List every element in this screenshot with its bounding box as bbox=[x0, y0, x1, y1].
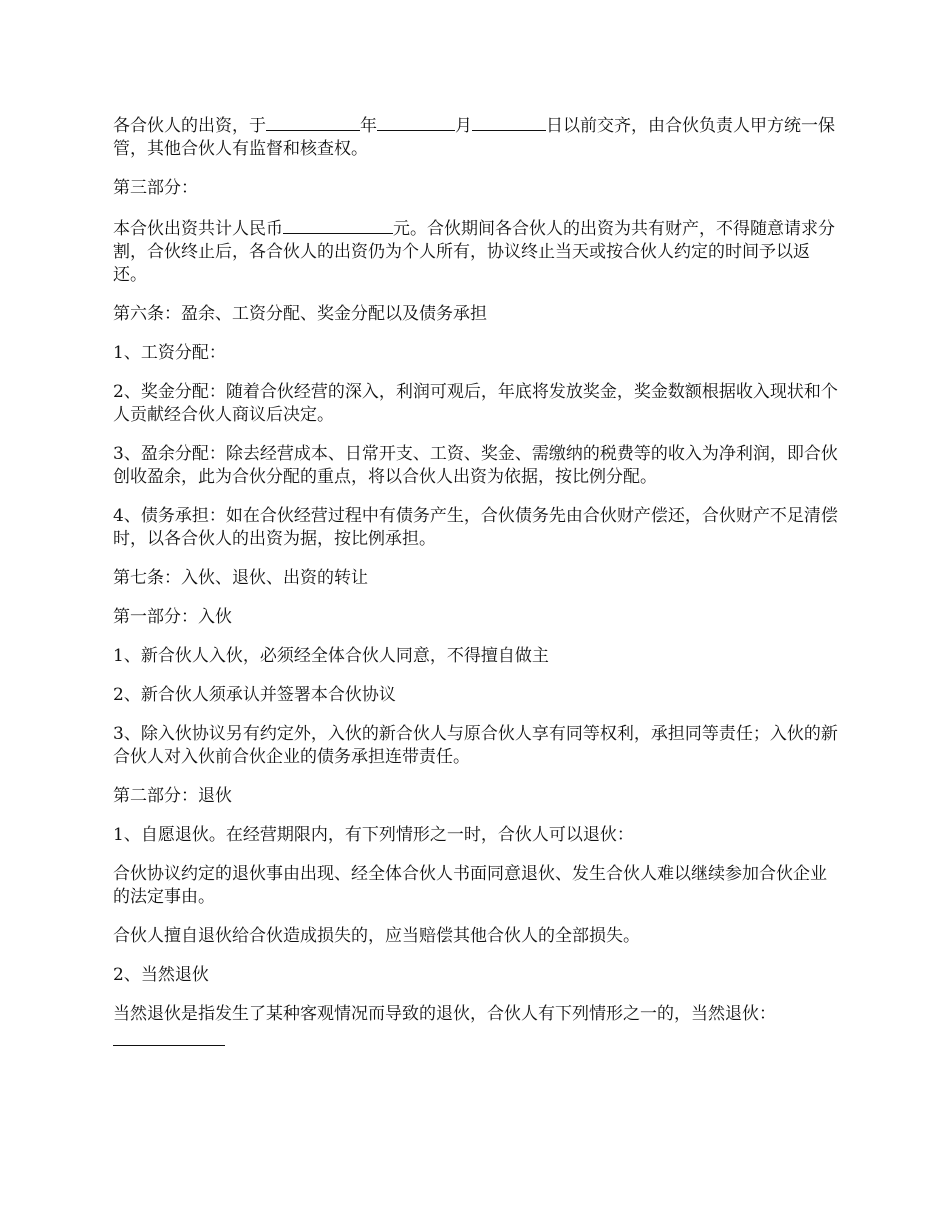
section-heading-admission: 第一部分：入伙 bbox=[113, 607, 232, 627]
text-segment: 当然退伙是指发生了某种客观情况而导致的退伙，合伙人有下列情形之一的，当然退伙： bbox=[113, 1004, 776, 1024]
paragraph-admission-2: 2、新合伙人须承认并签署本合伙协议 bbox=[113, 685, 396, 705]
paragraph-contribution-deadline bbox=[113, 113, 843, 161]
paragraph-admission-1: 1、新合伙人入伙，必须经全体合伙人同意，不得擅自做主 bbox=[113, 646, 549, 666]
paragraph-automatic-withdrawal-heading: 2、当然退伙 bbox=[113, 965, 209, 985]
text-segment: 各合伙人的出资，于 bbox=[113, 116, 266, 136]
text-segment: 本合伙出资共计人民币 bbox=[113, 219, 283, 239]
paragraph-salary: 1、工资分配： bbox=[113, 343, 226, 363]
blank-amount-field bbox=[283, 216, 393, 234]
article-heading-seven: 第七条：入伙、退伙、出资的转让 bbox=[113, 568, 368, 588]
blank-month-field bbox=[377, 113, 455, 131]
article-heading-six: 第六条：盈余、工资分配、奖金分配以及债务承担 bbox=[113, 304, 487, 324]
blank-day-field bbox=[472, 113, 546, 131]
text-segment: 日以前交齐，由合伙负责人甲方统一保管，其他合伙人有监督和核查权。 bbox=[113, 116, 835, 159]
blank-trailing-field bbox=[113, 1028, 225, 1046]
text-segment: 月 bbox=[455, 116, 472, 136]
section-heading-withdrawal: 第二部分：退伙 bbox=[113, 786, 232, 806]
paragraph-withdrawal-compensation: 合伙人擅自退伙给合伙造成损失的，应当赔偿其他合伙人的全部损失。 bbox=[113, 926, 640, 946]
text-segment: 年 bbox=[360, 116, 377, 136]
text-segment: 元。合伙期间各合伙人的出资为共有财产，不得随意请求分割，合伙终止后，各合伙人的出资仍为个人所有，协议终止当天或按合伙人约定的时间予以返还。 bbox=[113, 219, 835, 285]
document-body bbox=[113, 113, 843, 1069]
section-heading-part-three: 第三部分： bbox=[113, 178, 198, 198]
paragraph-surplus: 3、盈余分配：除去经营成本、日常开支、工资、奖金、需缴纳的税费等的收入为净利润，即合伙创收盈余，此为合伙分配的重点，将以合伙人出资为依据，按比例分配。 bbox=[113, 444, 838, 487]
paragraph-voluntary-withdrawal: 1、自愿退伙。在经营期限内，有下列情形之一时，合伙人可以退伙： bbox=[113, 825, 634, 845]
paragraph-admission-3: 3、除入伙协议另有约定外，入伙的新合伙人与原合伙人享有同等权利，承担同等责任；入伙的新合伙人对入伙前合伙企业的债务承担连带责任。 bbox=[113, 724, 838, 767]
paragraph-bonus: 2、奖金分配：随着合伙经营的深入，利润可观后，年底将发放奖金，奖金数额根据收入现状和个人贡献经合伙人商议后决定。 bbox=[113, 382, 838, 425]
paragraph-automatic-withdrawal bbox=[113, 1003, 843, 1053]
paragraph-total-contribution bbox=[113, 216, 843, 287]
blank-year-field bbox=[266, 113, 360, 131]
paragraph-debt: 4、债务承担：如在合伙经营过程中有债务产生，合伙债务先由合伙财产偿还，合伙财产不足清偿时，以各合伙人的出资为据，按比例承担。 bbox=[113, 506, 838, 549]
paragraph-withdrawal-conditions: 合伙协议约定的退伙事由出现、经全体合伙人书面同意退伙、发生合伙人难以继续参加合伙企业的法定事由。 bbox=[113, 864, 827, 907]
